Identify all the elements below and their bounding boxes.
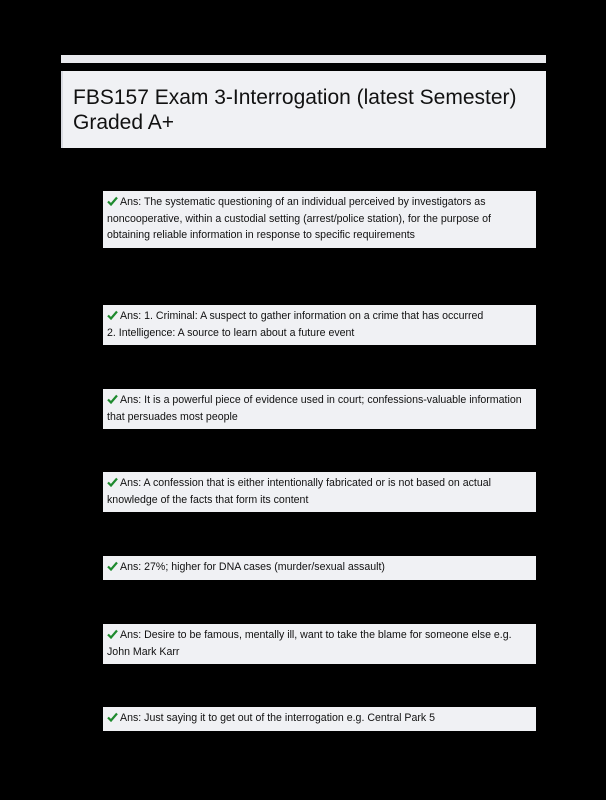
check-icon: [107, 629, 118, 639]
answer-line: Ans: The systematic questioning of an individual perceived by investigators as: [120, 196, 486, 208]
answer-box: [103, 191, 536, 248]
answer-line: Ans: Desire to be famous, mentally ill, want to take the blame for someone else e.g.: [120, 629, 512, 641]
check-icon: [107, 712, 118, 722]
answer-line: Ans: A confession that is either intentionally fabricated or is not based on actual: [120, 477, 492, 489]
answer-line: that persuades most people: [107, 410, 238, 423]
answer-box: [103, 305, 536, 345]
answer-line: Ans: It is a powerful piece of evidence used in court; confessions-valuable information: [120, 394, 522, 406]
answer-line: Ans: 1. Criminal: A suspect to gather information on a crime that has occurred: [120, 310, 484, 322]
answer-line: knowledge of the facts that form its content: [107, 493, 309, 506]
answer-line: obtaining reliable information in response to specific requirements: [107, 229, 415, 241]
answer-line: 2. Intelligence: A source to learn about a future event: [107, 326, 355, 339]
check-icon: [107, 310, 118, 320]
answer-line: Ans: Just saying it to get out of the interrogation e.g. Central Park 5: [120, 712, 436, 724]
answer-line: John Mark Karr: [107, 645, 180, 658]
answer-box: [103, 624, 536, 664]
document-title: FBS157 Exam 3-Interrogation (latest Semester) Graded A+: [73, 86, 517, 134]
check-icon: [107, 394, 118, 404]
answer-box: [103, 556, 536, 580]
title-box: [61, 71, 546, 148]
top-rule: [61, 55, 546, 63]
check-icon: [107, 196, 118, 206]
answer-line: noncooperative, within a custodial setting (arrest/police station), for the purpose of: [107, 212, 491, 225]
answer-line: Ans: 27%; higher for DNA cases (murder/sexual assault): [120, 561, 385, 573]
answer-box: [103, 707, 536, 731]
check-icon: [107, 477, 118, 487]
check-icon: [107, 561, 118, 571]
answer-box: [103, 389, 536, 429]
answer-box: [103, 472, 536, 512]
